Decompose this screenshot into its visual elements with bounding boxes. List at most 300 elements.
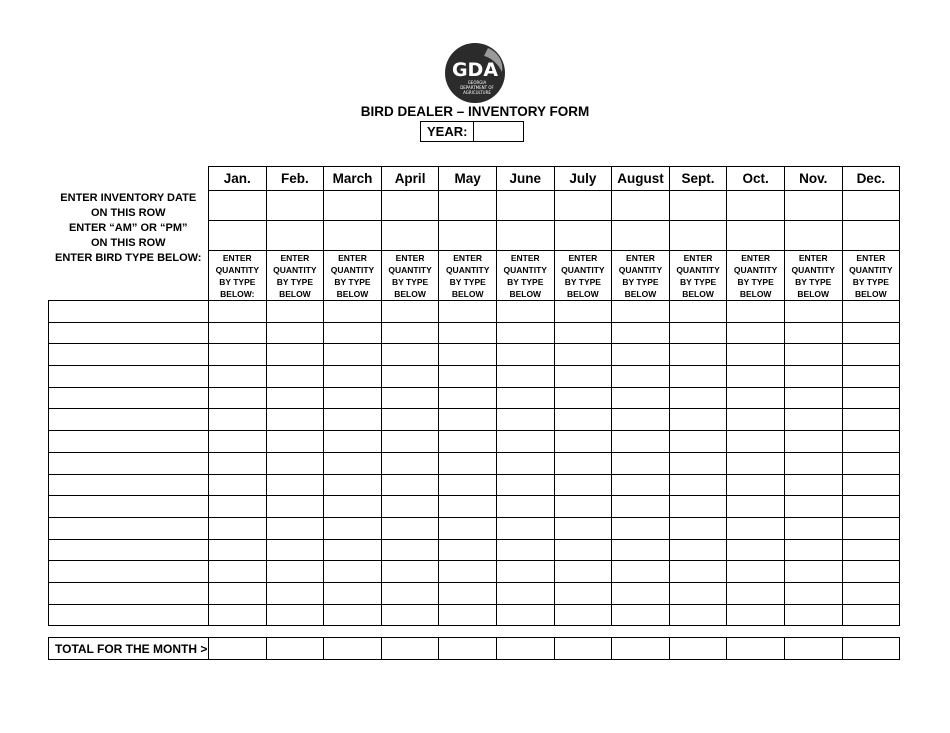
bird-quantity-cell[interactable] — [266, 301, 324, 323]
bird-type-cell[interactable] — [49, 496, 209, 518]
bird-quantity-cell[interactable] — [439, 452, 497, 474]
quantity-header-line: QUANTITY — [273, 265, 317, 275]
bird-quantity-cell[interactable] — [496, 474, 554, 496]
bird-quantity-cell[interactable] — [266, 474, 324, 496]
total-cell[interactable] — [324, 638, 382, 660]
bird-quantity-cell[interactable] — [496, 517, 554, 539]
quantity-header — [381, 251, 439, 301]
bird-quantity-cell[interactable] — [727, 301, 785, 323]
inventory-date-cell[interactable] — [381, 191, 439, 221]
bird-quantity-cell[interactable] — [842, 496, 900, 518]
bird-type-cell[interactable] — [49, 431, 209, 453]
bird-quantity-cell[interactable] — [381, 582, 439, 604]
bird-quantity-cell[interactable] — [669, 604, 727, 626]
am-pm-cell[interactable] — [209, 221, 267, 251]
bird-quantity-cell[interactable] — [439, 301, 497, 323]
bird-quantity-cell[interactable] — [266, 539, 324, 561]
bird-quantity-cell[interactable] — [381, 366, 439, 388]
bird-quantity-cell[interactable] — [727, 431, 785, 453]
bird-quantity-cell[interactable] — [209, 387, 267, 409]
bird-quantity-cell[interactable] — [669, 301, 727, 323]
bird-type-cell[interactable] — [49, 604, 209, 626]
bird-quantity-cell[interactable] — [496, 366, 554, 388]
am-pm-cell[interactable] — [727, 221, 785, 251]
inventory-date-cell[interactable] — [209, 191, 267, 221]
bird-quantity-cell[interactable] — [496, 604, 554, 626]
bird-type-cell[interactable] — [49, 409, 209, 431]
quantity-header-line: BY TYPE — [276, 277, 313, 287]
bird-quantity-cell[interactable] — [381, 322, 439, 344]
bird-quantity-cell[interactable] — [842, 517, 900, 539]
quantity-header — [842, 251, 900, 301]
inventory-date-cell[interactable] — [842, 191, 900, 221]
svg-text:DEPARTMENT OF: DEPARTMENT OF — [460, 85, 494, 90]
bird-quantity-cell[interactable] — [612, 452, 670, 474]
bird-type-cell[interactable] — [49, 517, 209, 539]
bird-quantity-cell[interactable] — [669, 517, 727, 539]
total-cell[interactable] — [669, 638, 727, 660]
bird-quantity-cell[interactable] — [209, 496, 267, 518]
bird-quantity-cell[interactable] — [209, 582, 267, 604]
svg-text:GDA: GDA — [451, 59, 499, 81]
bird-quantity-cell[interactable] — [784, 539, 842, 561]
bird-quantity-cell[interactable] — [209, 366, 267, 388]
quantity-header-line: BELOW — [855, 289, 887, 299]
bird-quantity-cell[interactable] — [381, 409, 439, 431]
quantity-header-line: BY TYPE — [852, 277, 889, 287]
bird-quantity-cell[interactable] — [439, 409, 497, 431]
total-cell[interactable] — [266, 638, 324, 660]
bird-quantity-cell[interactable] — [784, 582, 842, 604]
quantity-header-line: BY TYPE — [679, 277, 717, 287]
total-cell[interactable] — [842, 638, 900, 660]
bird-quantity-cell[interactable] — [727, 474, 785, 496]
bird-quantity-cell[interactable] — [842, 539, 900, 561]
bird-quantity-cell[interactable] — [496, 387, 554, 409]
bird-quantity-cell[interactable] — [209, 561, 267, 583]
bird-quantity-cell[interactable] — [554, 561, 612, 583]
am-pm-cell[interactable] — [669, 221, 727, 251]
am-pm-cell[interactable] — [612, 221, 670, 251]
bird-quantity-cell[interactable] — [554, 517, 612, 539]
total-cell[interactable] — [784, 638, 842, 660]
quantity-header — [784, 251, 842, 301]
bird-quantity-cell[interactable] — [324, 604, 382, 626]
bird-row — [49, 496, 900, 518]
bird-quantity-cell[interactable] — [266, 561, 324, 583]
bird-quantity-cell[interactable] — [554, 322, 612, 344]
total-cell[interactable] — [381, 638, 439, 660]
bird-quantity-cell[interactable] — [554, 496, 612, 518]
bird-quantity-cell[interactable] — [612, 517, 670, 539]
bird-quantity-cell[interactable] — [324, 582, 382, 604]
bird-row — [49, 409, 900, 431]
quantity-header-line: BELOW — [336, 289, 369, 299]
inventory-date-row — [49, 191, 900, 221]
bird-quantity-cell[interactable] — [727, 366, 785, 388]
inventory-date-cell[interactable] — [727, 191, 785, 221]
bird-quantity-cell[interactable] — [554, 452, 612, 474]
bird-quantity-cell[interactable] — [324, 539, 382, 561]
bird-quantity-cell[interactable] — [612, 496, 670, 518]
month-header: March — [324, 167, 382, 191]
bird-quantity-cell[interactable] — [554, 344, 612, 366]
bird-quantity-cell[interactable] — [727, 496, 785, 518]
bird-quantity-cell[interactable] — [381, 301, 439, 323]
quantity-header-line: BELOW — [682, 289, 714, 299]
bird-quantity-cell[interactable] — [381, 452, 439, 474]
bird-quantity-cell[interactable] — [381, 474, 439, 496]
month-header: Feb. — [266, 167, 324, 191]
bird-quantity-cell[interactable] — [439, 517, 497, 539]
am-pm-cell[interactable] — [842, 221, 900, 251]
bird-quantity-cell[interactable] — [784, 387, 842, 409]
bird-quantity-cell[interactable] — [842, 604, 900, 626]
quantity-header-line: BY TYPE — [737, 277, 774, 287]
bird-quantity-cell[interactable] — [439, 561, 497, 583]
bird-quantity-cell[interactable] — [842, 409, 900, 431]
bird-quantity-cell[interactable] — [324, 561, 382, 583]
bird-quantity-cell[interactable] — [496, 582, 554, 604]
bird-row — [49, 344, 900, 366]
quantity-header-line: QUANTITY — [791, 265, 835, 275]
bird-quantity-cell[interactable] — [209, 409, 267, 431]
bird-type-cell[interactable] — [49, 387, 209, 409]
total-table — [48, 637, 900, 660]
bird-quantity-cell[interactable] — [496, 322, 554, 344]
bird-quantity-cell[interactable] — [727, 561, 785, 583]
bird-quantity-cell[interactable] — [381, 431, 439, 453]
bird-quantity-cell[interactable] — [209, 474, 267, 496]
year-field — [420, 121, 524, 142]
bird-quantity-cell[interactable] — [784, 604, 842, 626]
bird-type-cell[interactable] — [49, 474, 209, 496]
bird-quantity-cell[interactable] — [612, 409, 670, 431]
bird-quantity-cell[interactable] — [266, 344, 324, 366]
bird-quantity-cell[interactable] — [727, 409, 785, 431]
total-label: TOTAL FOR THE MONTH > — [49, 638, 209, 660]
bird-quantity-cell[interactable] — [727, 582, 785, 604]
bird-quantity-cell[interactable] — [554, 604, 612, 626]
bird-row — [49, 322, 900, 344]
bird-quantity-cell[interactable] — [669, 344, 727, 366]
month-header-row — [49, 167, 900, 191]
bird-quantity-cell[interactable] — [266, 517, 324, 539]
bird-quantity-cell[interactable] — [381, 517, 439, 539]
quantity-header-line: QUANTITY — [388, 265, 432, 275]
quantity-header-line: BY TYPE — [795, 277, 832, 287]
quantity-header-line: BELOW: — [220, 289, 255, 299]
bird-quantity-cell[interactable] — [496, 561, 554, 583]
am-pm-cell[interactable] — [381, 221, 439, 251]
bird-quantity-cell[interactable] — [496, 496, 554, 518]
bird-quantity-cell[interactable] — [669, 322, 727, 344]
bird-quantity-cell[interactable] — [612, 431, 670, 453]
bird-quantity-cell[interactable] — [784, 322, 842, 344]
bird-quantity-cell[interactable] — [727, 604, 785, 626]
bird-quantity-cell[interactable] — [727, 322, 785, 344]
bird-quantity-cell[interactable] — [727, 539, 785, 561]
quantity-header-line: ENTER — [338, 253, 367, 263]
inventory-date-cell[interactable] — [612, 191, 670, 221]
bird-quantity-cell[interactable] — [439, 582, 497, 604]
bird-quantity-cell[interactable] — [669, 452, 727, 474]
bird-quantity-cell[interactable] — [784, 561, 842, 583]
quantity-header-line: ENTER — [453, 253, 483, 263]
bird-quantity-cell[interactable] — [324, 474, 382, 496]
inventory-date-cell[interactable] — [554, 191, 612, 221]
bird-quantity-cell[interactable] — [784, 517, 842, 539]
am-pm-row — [49, 221, 900, 251]
quantity-header-line: ENTER — [222, 253, 252, 263]
am-pm-label — [49, 221, 209, 251]
bird-type-cell[interactable] — [49, 539, 209, 561]
bird-quantity-cell[interactable] — [727, 452, 785, 474]
am-pm-cell[interactable] — [496, 221, 554, 251]
quantity-header-line: BELOW — [567, 289, 599, 299]
bird-quantity-cell[interactable] — [209, 539, 267, 561]
bird-quantity-cell[interactable] — [439, 539, 497, 561]
total-cell[interactable] — [727, 638, 785, 660]
quantity-header-line: ENTER — [856, 253, 886, 263]
inventory-date-cell[interactable] — [266, 191, 324, 221]
bird-quantity-cell[interactable] — [496, 344, 554, 366]
bird-quantity-cell[interactable] — [784, 452, 842, 474]
bird-quantity-cell[interactable] — [612, 301, 670, 323]
inventory-date-cell[interactable] — [784, 191, 842, 221]
bird-quantity-cell[interactable] — [842, 452, 900, 474]
bird-quantity-cell[interactable] — [784, 409, 842, 431]
bird-quantity-cell[interactable] — [669, 431, 727, 453]
bird-quantity-cell[interactable] — [209, 604, 267, 626]
bird-quantity-cell[interactable] — [439, 496, 497, 518]
bird-quantity-cell[interactable] — [669, 409, 727, 431]
am-pm-line-1: ENTER “AM” OR “PM” — [68, 221, 188, 234]
bird-quantity-cell[interactable] — [324, 366, 382, 388]
bird-quantity-cell[interactable] — [554, 387, 612, 409]
bird-quantity-cell[interactable] — [554, 474, 612, 496]
bird-quantity-cell[interactable] — [324, 452, 382, 474]
bird-quantity-cell[interactable] — [381, 387, 439, 409]
bird-quantity-cell[interactable] — [669, 539, 727, 561]
bird-quantity-cell[interactable] — [784, 474, 842, 496]
bird-quantity-cell[interactable] — [612, 322, 670, 344]
quantity-header-line: BELOW — [797, 289, 830, 299]
am-pm-cell[interactable] — [784, 221, 842, 251]
quantity-header-line: QUANTITY — [561, 265, 605, 275]
bird-quantity-cell[interactable] — [324, 387, 382, 409]
bird-quantity-cell[interactable] — [266, 604, 324, 626]
bird-type-cell[interactable] — [49, 366, 209, 388]
total-cell[interactable] — [554, 638, 612, 660]
quantity-header-line: BELOW — [394, 289, 426, 299]
month-header: Nov. — [784, 167, 842, 191]
bird-quantity-cell[interactable] — [612, 561, 670, 583]
am-pm-cell[interactable] — [266, 221, 324, 251]
bird-quantity-cell[interactable] — [209, 322, 267, 344]
total-cell[interactable] — [496, 638, 554, 660]
year-input[interactable] — [474, 122, 523, 141]
quantity-header-line: QUANTITY — [330, 265, 375, 275]
quantity-header-line: QUANTITY — [618, 265, 663, 275]
inventory-date-cell[interactable] — [439, 191, 497, 221]
bird-quantity-cell[interactable] — [669, 387, 727, 409]
bird-type-label: ENTER BIRD TYPE BELOW: — [49, 251, 209, 301]
bird-type-cell[interactable] — [49, 452, 209, 474]
bird-quantity-cell[interactable] — [727, 517, 785, 539]
bird-quantity-cell[interactable] — [669, 582, 727, 604]
bird-quantity-cell[interactable] — [439, 366, 497, 388]
bird-quantity-cell[interactable] — [496, 431, 554, 453]
bird-quantity-cell[interactable] — [209, 344, 267, 366]
bird-row — [49, 366, 900, 388]
bird-quantity-cell[interactable] — [842, 561, 900, 583]
bird-quantity-cell[interactable] — [439, 387, 497, 409]
bird-quantity-cell[interactable] — [612, 387, 670, 409]
bird-quantity-cell[interactable] — [784, 496, 842, 518]
bird-quantity-cell[interactable] — [266, 452, 324, 474]
quantity-header — [266, 251, 324, 301]
bird-quantity-cell[interactable] — [439, 604, 497, 626]
bird-quantity-cell[interactable] — [554, 539, 612, 561]
bird-quantity-cell[interactable] — [209, 431, 267, 453]
bird-quantity-cell[interactable] — [381, 539, 439, 561]
bird-quantity-cell[interactable] — [324, 409, 382, 431]
bird-quantity-cell[interactable] — [439, 431, 497, 453]
bird-quantity-cell[interactable] — [209, 301, 267, 323]
month-header: Dec. — [842, 167, 900, 191]
bird-row — [49, 301, 900, 323]
bird-row — [49, 561, 900, 583]
quantity-header-line: BY TYPE — [564, 277, 601, 287]
bird-quantity-cell[interactable] — [554, 409, 612, 431]
bird-quantity-cell[interactable] — [842, 344, 900, 366]
bird-row — [49, 539, 900, 561]
bird-quantity-cell[interactable] — [266, 409, 324, 431]
bird-quantity-cell[interactable] — [669, 561, 727, 583]
bird-type-cell[interactable] — [49, 582, 209, 604]
bird-row — [49, 431, 900, 453]
bird-quantity-cell[interactable] — [669, 366, 727, 388]
bird-quantity-cell[interactable] — [842, 301, 900, 323]
bird-type-cell[interactable] — [49, 561, 209, 583]
quantity-header-line: BY TYPE — [334, 277, 371, 287]
bird-type-cell[interactable] — [49, 322, 209, 344]
bird-quantity-cell[interactable] — [266, 366, 324, 388]
bird-quantity-cell[interactable] — [554, 582, 612, 604]
total-cell[interactable] — [209, 638, 267, 660]
bird-quantity-cell[interactable] — [612, 539, 670, 561]
bird-quantity-cell[interactable] — [324, 431, 382, 453]
bird-quantity-cell[interactable] — [324, 517, 382, 539]
bird-quantity-cell[interactable] — [669, 474, 727, 496]
quantity-header — [612, 251, 670, 301]
bird-quantity-cell[interactable] — [612, 582, 670, 604]
quantity-header-line: QUANTITY — [445, 265, 490, 275]
bird-quantity-cell[interactable] — [324, 322, 382, 344]
inventory-date-cell[interactable] — [496, 191, 554, 221]
quantity-header-line: QUANTITY — [676, 265, 720, 275]
bird-quantity-cell[interactable] — [554, 366, 612, 388]
bird-quantity-cell[interactable] — [842, 387, 900, 409]
bird-quantity-cell[interactable] — [381, 604, 439, 626]
inventory-date-label — [49, 191, 209, 221]
bird-quantity-cell[interactable] — [266, 582, 324, 604]
bird-quantity-cell[interactable] — [554, 431, 612, 453]
bird-quantity-cell[interactable] — [324, 301, 382, 323]
bird-quantity-cell[interactable] — [266, 322, 324, 344]
bird-quantity-cell[interactable] — [842, 322, 900, 344]
corner-cell — [49, 167, 209, 191]
bird-type-cell[interactable] — [49, 344, 209, 366]
bird-type-cell[interactable] — [49, 301, 209, 323]
bird-quantity-cell[interactable] — [266, 387, 324, 409]
total-cell[interactable] — [439, 638, 497, 660]
bird-quantity-cell[interactable] — [324, 344, 382, 366]
month-header: August — [612, 167, 670, 191]
am-pm-cell[interactable] — [324, 221, 382, 251]
month-header: Sept. — [669, 167, 727, 191]
bird-quantity-cell[interactable] — [612, 366, 670, 388]
bird-quantity-cell[interactable] — [496, 409, 554, 431]
bird-quantity-cell[interactable] — [496, 539, 554, 561]
bird-quantity-cell[interactable] — [842, 366, 900, 388]
bird-quantity-cell[interactable] — [842, 431, 900, 453]
bird-quantity-cell[interactable] — [784, 301, 842, 323]
month-header: Oct. — [727, 167, 785, 191]
bird-quantity-cell[interactable] — [439, 474, 497, 496]
bird-quantity-cell[interactable] — [612, 474, 670, 496]
bird-quantity-cell[interactable] — [381, 561, 439, 583]
bird-quantity-cell[interactable] — [727, 387, 785, 409]
quantity-header — [496, 251, 554, 301]
bird-quantity-cell[interactable] — [612, 604, 670, 626]
bird-quantity-cell[interactable] — [496, 301, 554, 323]
quantity-header-line: ENTER — [395, 253, 425, 263]
am-pm-cell[interactable] — [439, 221, 497, 251]
bird-quantity-cell[interactable] — [381, 496, 439, 518]
total-cell[interactable] — [612, 638, 670, 660]
inventory-table — [48, 166, 900, 626]
bird-quantity-cell[interactable] — [554, 301, 612, 323]
am-pm-cell[interactable] — [554, 221, 612, 251]
bird-quantity-cell[interactable] — [209, 517, 267, 539]
bird-quantity-cell[interactable] — [727, 344, 785, 366]
bird-quantity-cell[interactable] — [612, 344, 670, 366]
bird-quantity-cell[interactable] — [669, 496, 727, 518]
bird-quantity-cell[interactable] — [439, 344, 497, 366]
bird-quantity-cell[interactable] — [209, 452, 267, 474]
inventory-date-cell[interactable] — [669, 191, 727, 221]
inventory-date-cell[interactable] — [324, 191, 382, 221]
bird-quantity-cell[interactable] — [842, 474, 900, 496]
bird-quantity-cell[interactable] — [266, 431, 324, 453]
quantity-header — [554, 251, 612, 301]
gda-logo — [444, 42, 506, 104]
quantity-header-line: ENTER — [798, 253, 828, 263]
bird-quantity-cell[interactable] — [381, 344, 439, 366]
bird-quantity-cell[interactable] — [784, 366, 842, 388]
bird-quantity-cell[interactable] — [324, 496, 382, 518]
bird-quantity-cell[interactable] — [439, 322, 497, 344]
quantity-header-line: ENTER — [626, 253, 655, 263]
bird-quantity-cell[interactable] — [496, 452, 554, 474]
bird-quantity-cell[interactable] — [266, 496, 324, 518]
svg-text:GEORGIA: GEORGIA — [467, 80, 487, 85]
bird-quantity-cell[interactable] — [784, 431, 842, 453]
bird-quantity-cell[interactable] — [842, 582, 900, 604]
bird-quantity-cell[interactable] — [784, 344, 842, 366]
